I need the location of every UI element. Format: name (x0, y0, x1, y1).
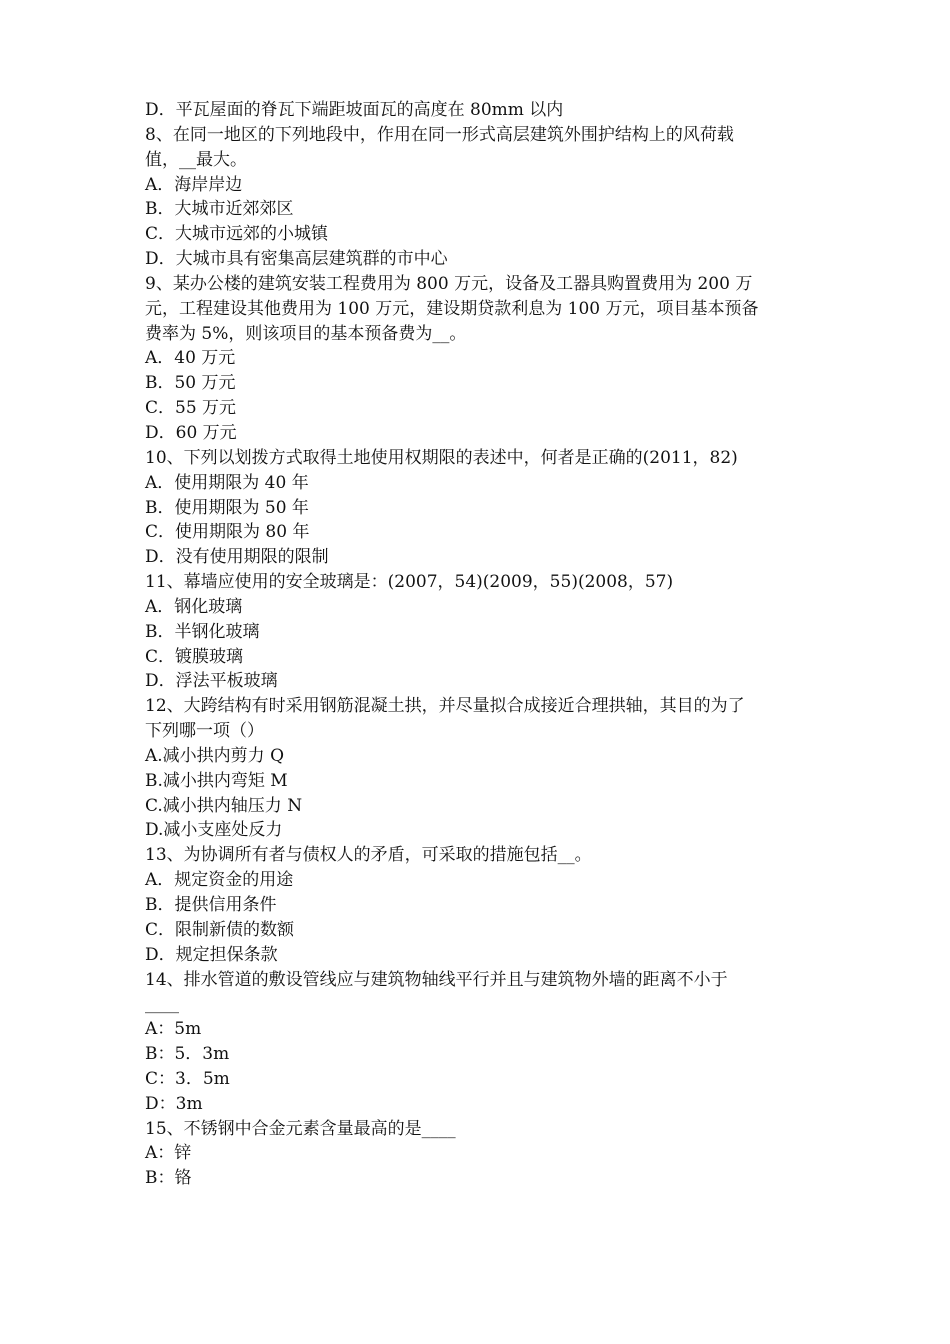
question-line: ____ (145, 994, 179, 1015)
option-line: D．浮法平板玻璃 (145, 671, 278, 692)
option-line: B.减小拱内弯矩 M (145, 770, 288, 791)
document-body (145, 98, 815, 1191)
option-line: C.减小拱内轴压力 N (145, 795, 303, 816)
option-line: A．使用期限为 40 年 (145, 472, 309, 493)
question-line: 9、某办公楼的建筑安装工程费用为 800 万元，设备及工器具购置费用为 200 万 (145, 273, 753, 294)
option-line: C．限制新债的数额 (145, 919, 295, 940)
option-line: D．没有使用期限的限制 (145, 547, 329, 568)
option-line: D．60 万元 (145, 422, 237, 443)
question-line: 10、下列以划拨方式取得土地使用权期限的表述中，何者是正确的(2011，82) (145, 447, 738, 468)
option-line: B：铬 (145, 1168, 192, 1189)
option-line: D．规定担保条款 (145, 944, 278, 965)
question-line: 15、不锈钢中合金元素含量最高的是____ (145, 1118, 456, 1139)
option-line: A：5m (145, 1019, 202, 1040)
option-line: D：3m (145, 1093, 203, 1114)
question-line: 14、排水管道的敷设管线应与建筑物轴线平行并且与建筑物外墙的距离不小于 (145, 969, 728, 990)
option-line: D．大城市具有密集高层建筑群的市中心 (145, 249, 448, 270)
option-line: C．使用期限为 80 年 (145, 522, 310, 543)
option-line: A.减小拱内剪力 Q (145, 745, 285, 766)
question-line: 下列哪一项（） (145, 721, 264, 742)
question-line: 13、为协调所有者与债权人的矛盾，可采取的措施包括__。 (145, 845, 592, 866)
option-line: A．40 万元 (145, 348, 236, 369)
option-line: D.减小支座处反力 (145, 820, 283, 841)
option-line: D．平瓦屋面的脊瓦下端距坡面瓦的高度在 80mm 以内 (145, 100, 564, 120)
option-line: A：锌 (145, 1143, 192, 1164)
option-line: B．大城市近郊郊区 (145, 199, 294, 220)
question-line: 11、幕墙应使用的安全玻璃是：(2007，54)(2009，55)(2008，57) (145, 572, 674, 593)
option-line: B．50 万元 (145, 373, 236, 394)
question-line: 费率为 5%，则该项目的基本预备费为__。 (145, 323, 467, 344)
question-line: 值，__最大。 (145, 149, 247, 170)
option-line: B．使用期限为 50 年 (145, 497, 309, 518)
option-line: C：3．5m (145, 1068, 230, 1089)
option-line: B：5．3m (145, 1044, 230, 1065)
option-line: A．规定资金的用途 (145, 870, 294, 891)
option-line: B．提供信用条件 (145, 895, 277, 915)
option-line: C．55 万元 (145, 398, 237, 419)
question-line: 8、在同一地区的下列地段中，作用在同一形式高层建筑外围护结构上的风荷载 (145, 124, 734, 145)
option-line: B．半钢化玻璃 (145, 621, 260, 642)
option-line: C．镀膜玻璃 (145, 646, 244, 667)
option-line: A．钢化玻璃 (145, 596, 243, 617)
option-line: A．海岸岸边 (145, 174, 243, 195)
option-line: C．大城市远郊的小城镇 (145, 224, 329, 245)
question-line: 元，工程建设其他费用为 100 万元，建设期贷款利息为 100 万元，项目基本预备 (145, 298, 759, 319)
question-line: 12、大跨结构有时采用钢筋混凝土拱，并尽量拟合成接近合理拱轴，其目的为了 (145, 696, 745, 717)
